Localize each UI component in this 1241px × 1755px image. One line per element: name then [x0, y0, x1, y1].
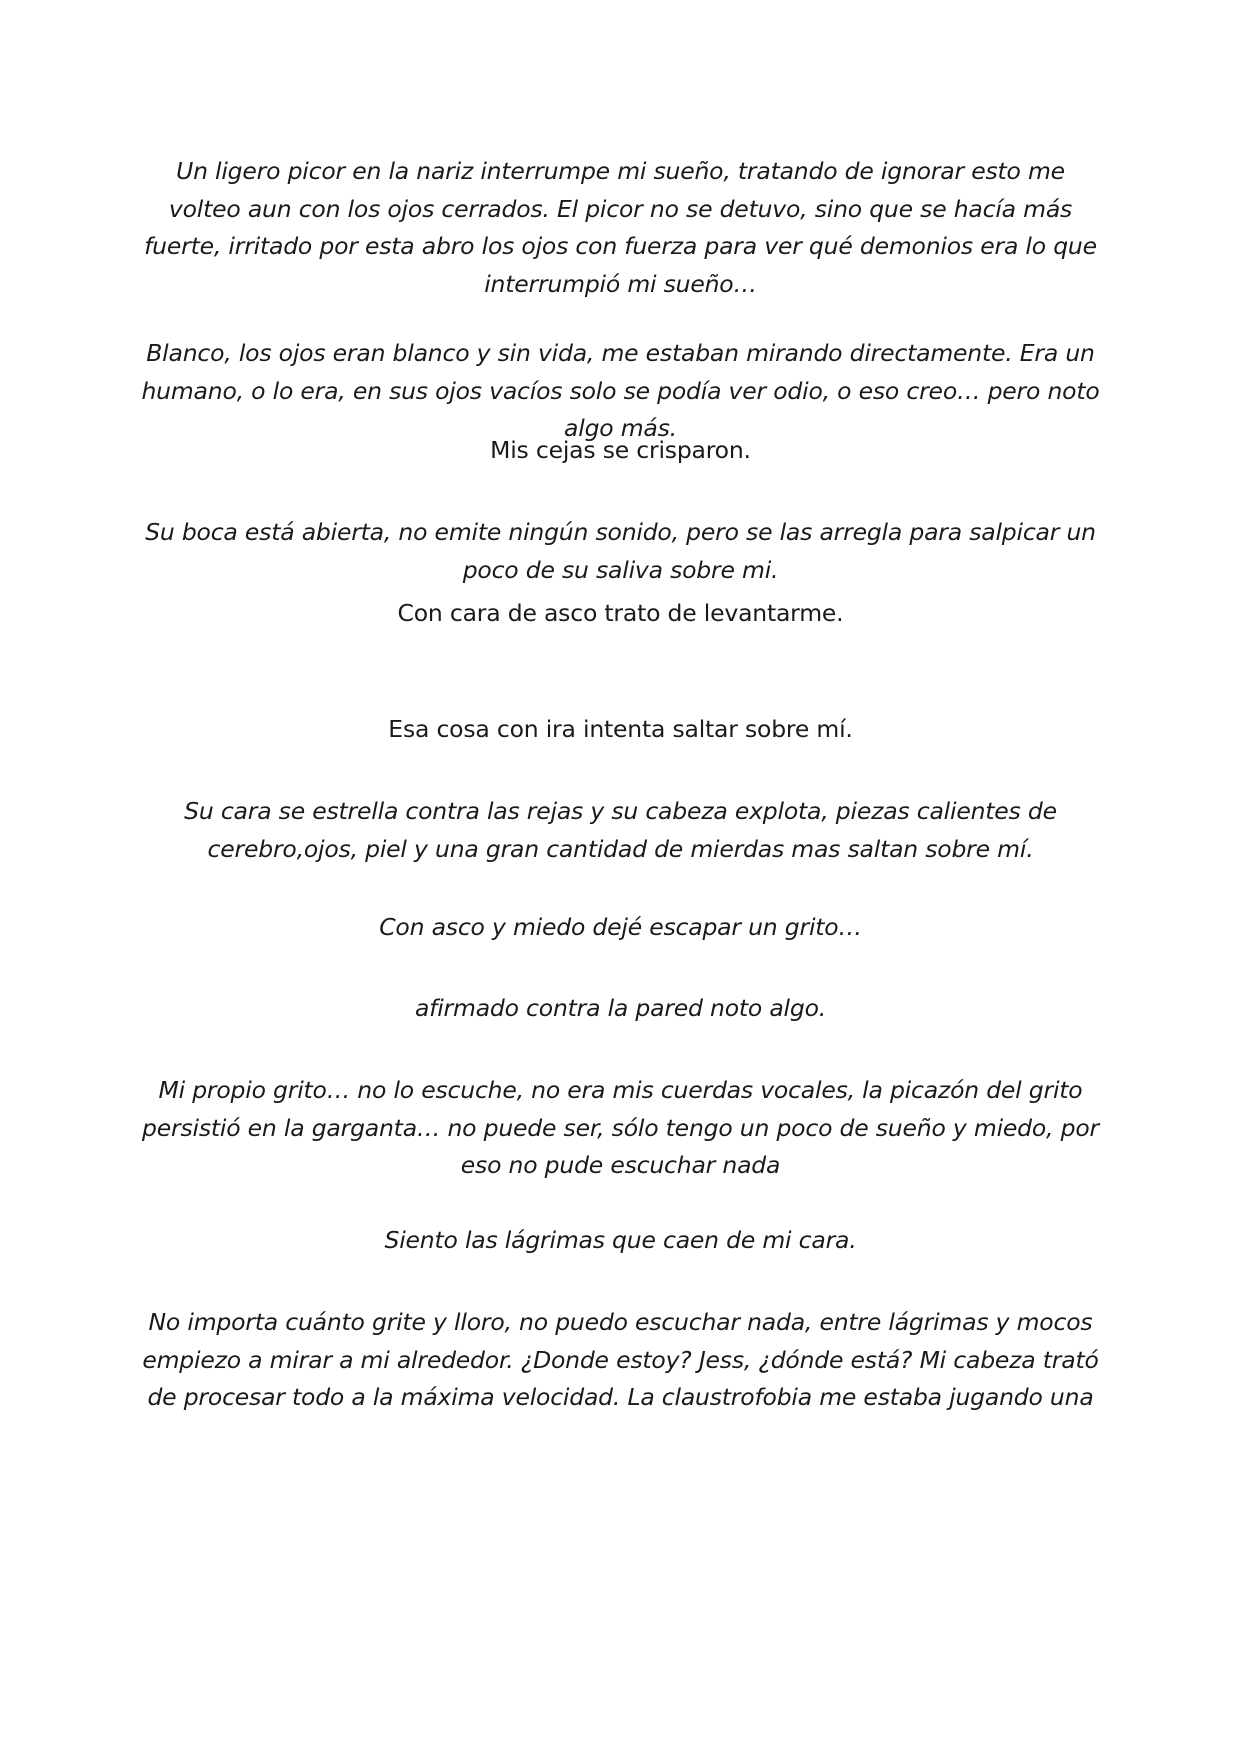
paragraph-eyebrows: Mis cejas se crisparon.: [490, 436, 751, 464]
paragraph-claustrophobia: No importa cuánto grite y lloro, no puedo escuchar nada, entre lágrimas y mocos empiezo a mirar a mi alrededor. ¿Donde estoy? Jess, ¿dónde está? Mi cabeza trató de procesar todo a la máxima velocidad. La claustrofobia me estaba jugando una: [142, 1308, 1099, 1411]
paragraph-disgust-stand: Con cara de asco trato de levantarme.: [397, 599, 844, 627]
paragraph-jump: Esa cosa con ira intenta saltar sobre mí.: [388, 715, 853, 743]
paragraph-head-explodes: Su cara se estrella contra las rejas y su cabeza explota, piezas calientes de cerebro,ojos, piel y una gran cantidad de mierdas mas saltan sobre mí.: [184, 797, 1057, 863]
paragraph-against-wall: afirmado contra la pared noto algo.: [414, 994, 827, 1022]
paragraph-scream: Con asco y miedo dejé escapar un grito…: [379, 913, 862, 941]
paragraph-white-eyes: Blanco, los ojos eran blanco y sin vida, me estaban mirando directamente. Era un humano, o lo era, en sus ojos vacíos solo se podía ver odio, o eso creo… pero noto algo más.: [141, 339, 1100, 442]
paragraph-nose-itch: Un ligero picor en la nariz interrumpe mi sueño, tratando de ignorar esto me volteo aun con los ojos cerrados. El picor no se detuvo, sino que se hacía más fuerte, irritado por esta abro los ojos con fuerza para ver qué demonios era lo que interrumpió mi sueño…: [144, 157, 1097, 298]
paragraph-own-scream: Mi propio grito… no lo escuche, no era mis cuerdas vocales, la picazón del grito persistió en la garganta… no puede ser, sólo tengo un poco de sueño y miedo, por eso no pude escuchar nada: [142, 1076, 1099, 1179]
paragraph-tears: Siento las lágrimas que caen de mi cara.: [384, 1226, 857, 1254]
paragraph-open-mouth: Su boca está abierta, no emite ningún sonido, pero se las arregla para salpicar un poco de su saliva sobre mi.: [145, 518, 1096, 584]
